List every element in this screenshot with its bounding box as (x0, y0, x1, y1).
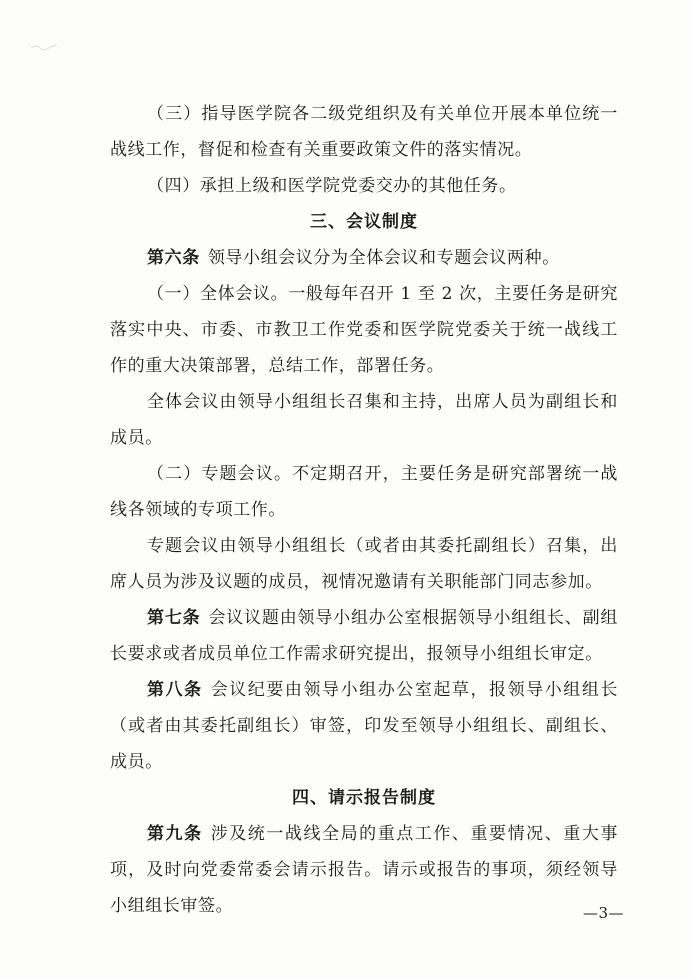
article-7 (110, 600, 618, 672)
article-7-label: 第七条 (147, 608, 201, 628)
document-body (110, 96, 618, 924)
article-6-text: 领导小组会议分为全体会议和专题会议两种。 (207, 248, 560, 268)
scan-artifact-mark (30, 42, 58, 52)
paragraph-item-3: （三）指导医学院各二级党组织及有关单位开展本单位统一战线工作，督促和检查有关重要政策文件的落实情况。 (110, 104, 618, 160)
article-7-text: 会议议题由领导小组办公室根据领导小组组长、副组长要求或者成员单位工作需求研究提出，报领导小组组长审定。 (110, 608, 618, 664)
article-9-label: 第九条 (147, 824, 203, 844)
article-6-label: 第六条 (147, 248, 200, 268)
section-heading-meeting-system: 三、会议制度 (310, 212, 418, 232)
plenary-meeting-convener-paragraph: 全体会议由领导小组组长召集和主持，出席人员为副组长和成员。 (110, 392, 618, 448)
article-9 (110, 816, 618, 924)
plenary-meeting-paragraph: （一）全体会议。一般每年召开 1 至 2 次，主要任务是研究落实中央、市委、市教卫工作党委和医学院党委关于统一战线工作的重大决策部署，总结工作，部署任务。 (110, 284, 618, 376)
special-meeting-convener-paragraph: 专题会议由领导小组组长（或者由其委托副组长）召集，出席人员为涉及议题的成员，视情况邀请有关职能部门同志参加。 (110, 536, 618, 592)
section-heading-reporting-system: 四、请示报告制度 (292, 788, 436, 808)
article-8-text: 会议纪要由领导小组办公室起草，报领导小组组长（或者由其委托副组长）审签，印发至领导小组组长、副组长、成员。 (110, 680, 618, 772)
paragraph-item-4: （四）承担上级和医学院党委交办的其他任务。 (147, 176, 517, 196)
article-9-text: 涉及统一战线全局的重点工作、重要情况、重大事项，及时向党委常委会请示报告。请示或报告的事项，须经领导小组组长审签。 (110, 824, 618, 916)
page-number: —3— (582, 904, 624, 922)
article-6 (110, 240, 618, 276)
special-meeting-paragraph: （二）专题会议。不定期召开，主要任务是研究部署统一战线各领域的专项工作。 (110, 464, 618, 520)
article-8 (110, 672, 618, 780)
article-8-label: 第八条 (147, 680, 203, 700)
